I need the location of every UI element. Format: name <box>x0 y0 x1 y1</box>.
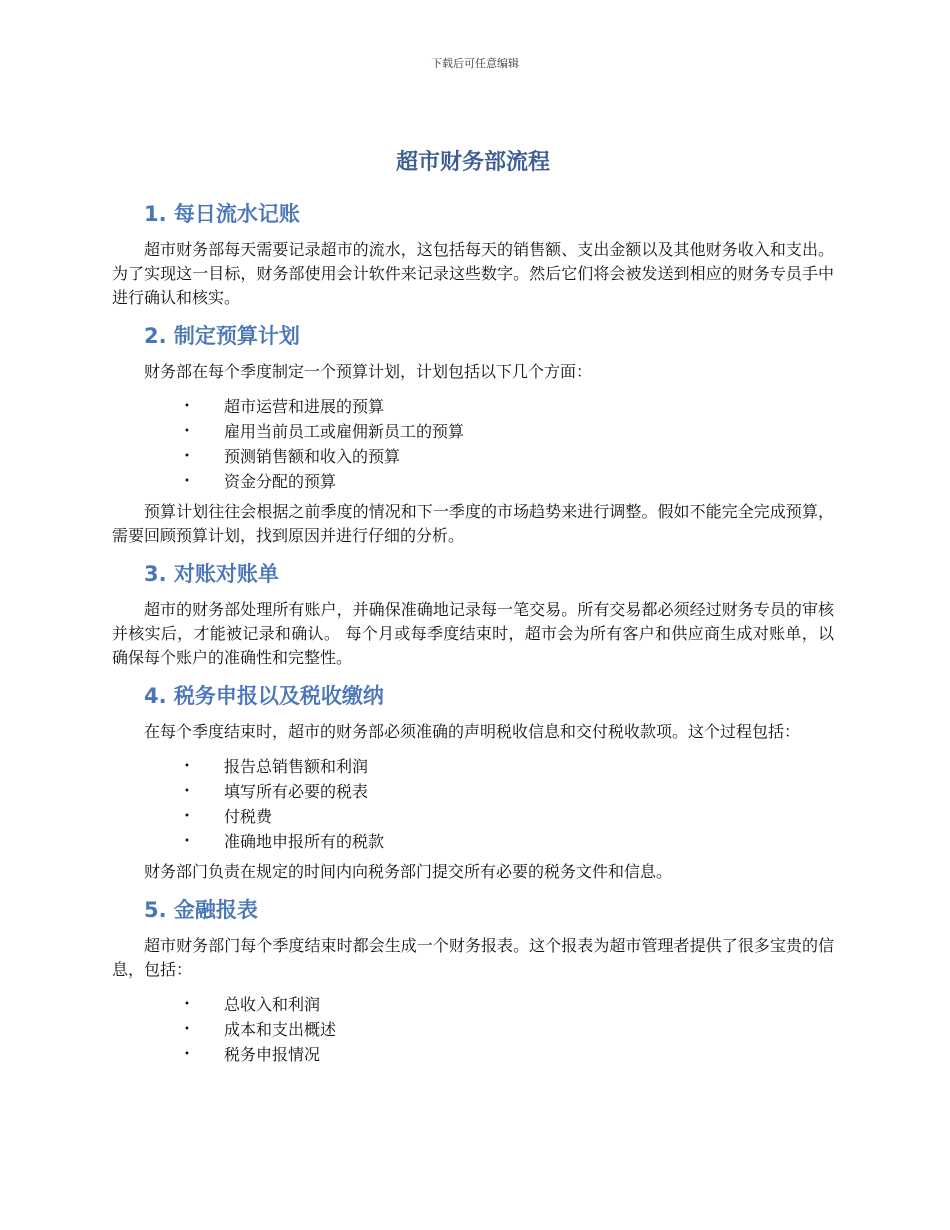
section-heading: 5. 金融报表 <box>144 898 258 922</box>
section-heading: 3. 对账对账单 <box>144 562 279 586</box>
section-paragraph: 财务部在每个季度制定一个预算计划，计划包括以下几个方面： <box>144 362 593 381</box>
bullet-icon: • <box>184 1049 190 1060</box>
list-item-text: 付税费 <box>224 807 273 826</box>
section-financial-statements <box>112 894 834 1067</box>
bullet-icon: • <box>184 999 190 1010</box>
list-item-text: 成本和支出概述 <box>224 1020 337 1039</box>
bullet-icon: • <box>184 1024 190 1035</box>
section-heading: 4. 税务申报以及税收缴纳 <box>144 684 384 708</box>
list-item <box>112 469 834 494</box>
list-item-text: 预测销售额和收入的预算 <box>224 447 401 466</box>
section-heading: 1. 每日流水记账 <box>144 202 300 226</box>
section-paragraph: 超市财务部门每个季度结束时都会生成一个财务报表。这个报表为超市管理者提供了很多宝贵的信息，包括： <box>112 936 834 979</box>
section-reconciliation <box>112 558 834 670</box>
list-item-text: 准确地申报所有的税款 <box>224 832 385 851</box>
bullet-icon: • <box>184 811 190 822</box>
list-item-text: 雇用当前员工或雇佣新员工的预算 <box>224 422 465 441</box>
list-item-text: 报告总销售额和利润 <box>224 757 369 776</box>
list-item-text: 税务申报情况 <box>224 1045 321 1064</box>
bullet-icon: • <box>184 451 190 462</box>
section-paragraph: 预算计划往往会根据之前季度的情况和下一季度的市场趋势来进行调整。假如不能完全完成预算，需要回顾预算计划，找到原因并进行仔细的分析。 <box>112 502 834 545</box>
section-paragraph: 超市的财务部处理所有账户，并确保准确地记录每一笔交易。所有交易都必须经过财务专员的审核并核实后，才能被记录和确认。 每个月或每季度结束时，超市会为所有客户和供应商生成对账单，以确保每个账户的准确性和完整性。 <box>112 600 834 667</box>
bullet-list <box>112 754 834 854</box>
document-body <box>112 146 834 1073</box>
section-paragraph: 超市财务部每天需要记录超市的流水，这包括每天的销售额、支出金额以及其他财务收入和支出。 为了实现这一目标，财务部使用会计软件来记录这些数字。然后它们将会被发送到相应的财务专员手中进行确认和核实。 <box>112 240 834 307</box>
list-item <box>112 804 834 829</box>
list-item <box>112 754 834 779</box>
list-item-text: 资金分配的预算 <box>224 472 337 491</box>
section-paragraph: 在每个季度结束时，超市的财务部必须准确的声明税收信息和交付税收款项。这个过程包括： <box>144 722 801 741</box>
bullet-icon: • <box>184 761 190 772</box>
list-item <box>112 444 834 469</box>
bullet-icon: • <box>184 786 190 797</box>
bullet-icon: • <box>184 426 190 437</box>
bullet-icon: • <box>184 401 190 412</box>
list-item <box>112 829 834 854</box>
section-paragraph: 财务部门负责在规定的时间内向税务部门提交所有必要的税务文件和信息。 <box>144 862 673 881</box>
section-tax-filing <box>112 680 834 884</box>
page-header-note: 下载后可任意编辑 <box>431 57 519 70</box>
list-item-text: 填写所有必要的税表 <box>224 782 369 801</box>
list-item <box>112 394 834 419</box>
section-heading: 2. 制定预算计划 <box>144 324 300 348</box>
bullet-list <box>112 394 834 494</box>
list-item <box>112 1017 834 1042</box>
document-title: 超市财务部流程 <box>395 150 550 175</box>
list-item-text: 超市运营和进展的预算 <box>224 397 385 416</box>
section-daily-bookkeeping <box>112 198 834 310</box>
list-item <box>112 1042 834 1067</box>
bullet-list <box>112 992 834 1067</box>
list-item <box>112 992 834 1017</box>
bullet-icon: • <box>184 836 190 847</box>
section-budget-plan <box>112 320 834 548</box>
bullet-icon: • <box>184 476 190 487</box>
list-item-text: 总收入和利润 <box>224 995 321 1014</box>
list-item <box>112 419 834 444</box>
list-item <box>112 779 834 804</box>
